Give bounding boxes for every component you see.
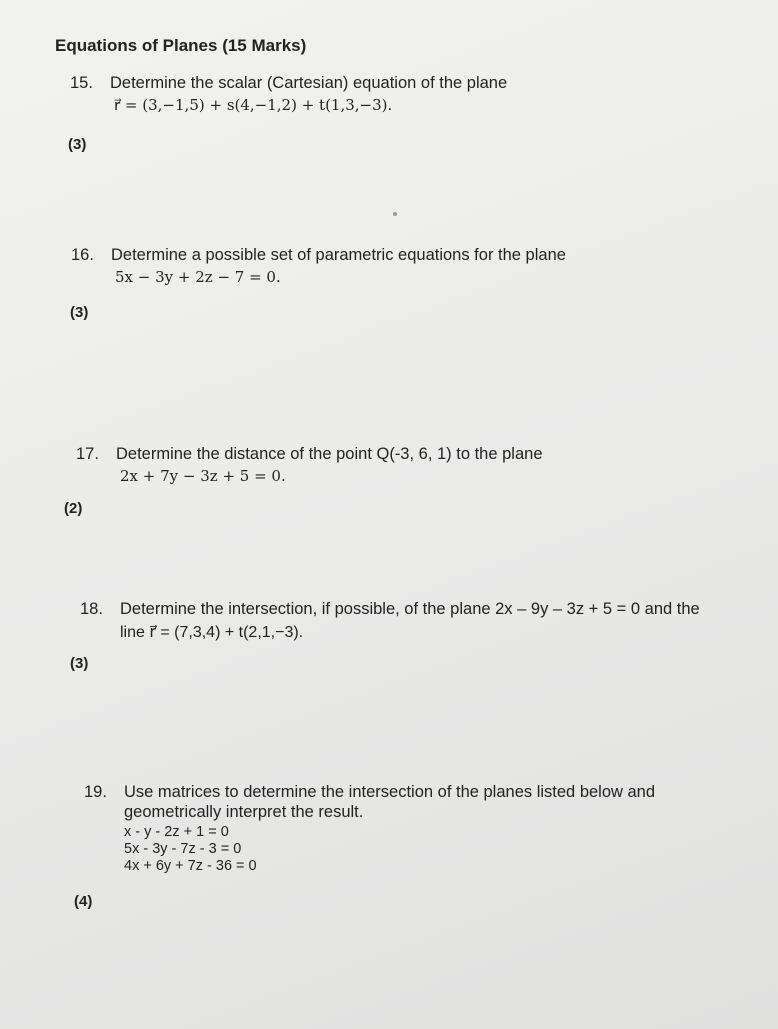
question-text: Determine the intersection, if possible, of the plane 2x – 9y – 3z + 5 = 0 and the	[120, 600, 700, 618]
question-equation: 5x − 3y + 2z − 7 = 0.	[115, 268, 281, 286]
question-equation: r⃗ = (3,−1,5) + s(4,−1,2) + t(1,3,−3).	[114, 96, 393, 114]
question-text: Determine the distance of the point Q(-3, 6, 1) to the plane	[116, 445, 543, 463]
paper-speck	[393, 212, 397, 216]
marks-label: (3)	[70, 655, 89, 672]
plane-equation-2: 5x - 3y - 7z - 3 = 0	[124, 841, 242, 857]
marks-label: (3)	[70, 304, 89, 321]
question-equation: 2x + 7y − 3z + 5 = 0.	[120, 467, 286, 485]
question-line-equation: line r⃗ = (7,3,4) + t(2,1,−3).	[120, 624, 304, 641]
plane-equation-3: 4x + 6y + 7z - 36 = 0	[124, 858, 257, 874]
marks-label: (2)	[64, 500, 83, 517]
question-text-continued: geometrically interpret the result.	[124, 803, 364, 821]
marks-label: (3)	[68, 136, 87, 153]
section-title: Equations of Planes (15 Marks)	[55, 36, 307, 55]
question-number: 17.	[76, 445, 99, 463]
question-number: 18.	[80, 600, 103, 618]
question-text: Use matrices to determine the intersection of the planes listed below and	[124, 783, 656, 801]
question-text: Determine a possible set of parametric equations for the plane	[111, 246, 566, 264]
plane-equation-1: x - y - 2z + 1 = 0	[124, 824, 229, 840]
question-text: Determine the scalar (Cartesian) equation of the plane	[110, 74, 508, 92]
question-number: 16.	[71, 246, 94, 264]
marks-label: (4)	[74, 893, 93, 910]
question-number: 15.	[70, 74, 93, 92]
question-number: 19.	[84, 783, 107, 801]
